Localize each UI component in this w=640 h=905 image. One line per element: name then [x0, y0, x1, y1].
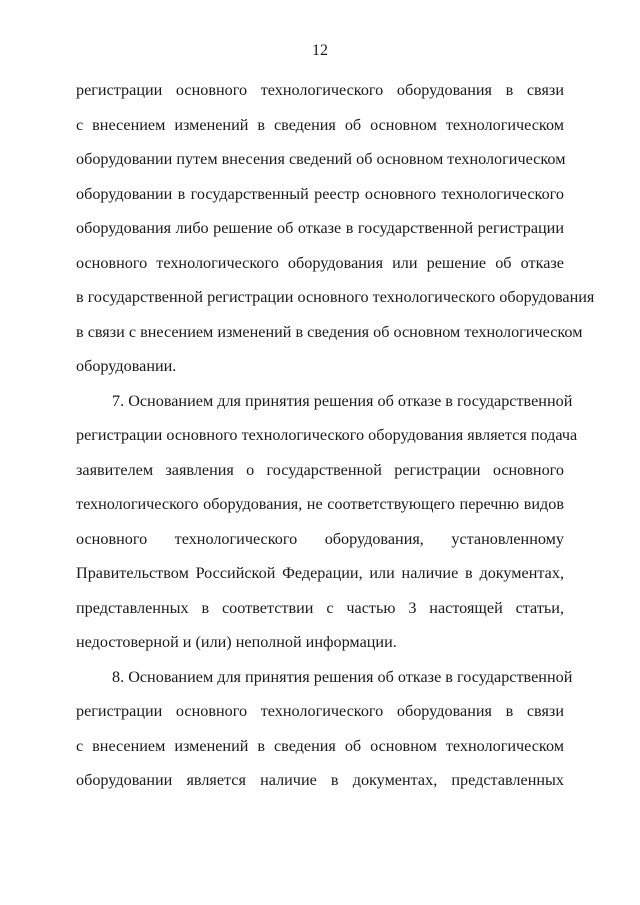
- text-line: оборудовании в государственный реестр основного технологического: [76, 184, 564, 203]
- page-number: 12: [312, 42, 328, 59]
- text-line: оборудовании.: [76, 357, 177, 375]
- paragraph-8: [76, 666, 573, 804]
- text-line: Правительством Российской Федерации, или наличие в документах,: [76, 564, 564, 582]
- text-line: в связи с внесением изменений в сведения об основном технологическом: [76, 322, 583, 341]
- text-line: регистрации основного технологического оборудования является подача: [76, 426, 578, 444]
- text-line: недостоверной и (или) неполной информации.: [76, 633, 397, 651]
- text-line: с внесением изменений в сведения об основном технологическом: [76, 736, 564, 755]
- text-line: заявителем заявления о государственной регистрации основного: [76, 460, 564, 479]
- text-line: регистрации основного технологического оборудования в связи: [76, 81, 564, 99]
- text-line: технологического оборудования, не соответствующего перечню видов: [76, 495, 564, 513]
- text-line: 7. Основанием для принятия решения об отказе в государственной: [112, 391, 573, 410]
- text-line: 8. Основанием для принятия решения об отказе в государственной: [112, 667, 573, 686]
- text-line: оборудования либо решение об отказе в государственной регистрации: [76, 219, 564, 237]
- text-line: с внесением изменений в сведения об основном технологическом: [76, 115, 564, 134]
- text-line: основного технологического оборудования, установленному: [76, 529, 564, 548]
- text-line: регистрации основного технологического оборудования в связи: [76, 702, 564, 720]
- text-line: оборудовании является наличие в документах, представленных: [76, 771, 564, 789]
- paragraph-7: [76, 390, 578, 666]
- body-text: [76, 79, 595, 804]
- paragraph-1: [76, 79, 595, 390]
- text-line: в государственной регистрации основного технологического оборудования: [76, 288, 595, 306]
- text-line: представленных в соответствии с частью 3 настоящей статьи,: [76, 598, 564, 617]
- text-line: оборудовании путем внесения сведений об основном технологическом: [76, 150, 566, 168]
- text-line: основного технологического оборудования или решение об отказе: [76, 253, 564, 272]
